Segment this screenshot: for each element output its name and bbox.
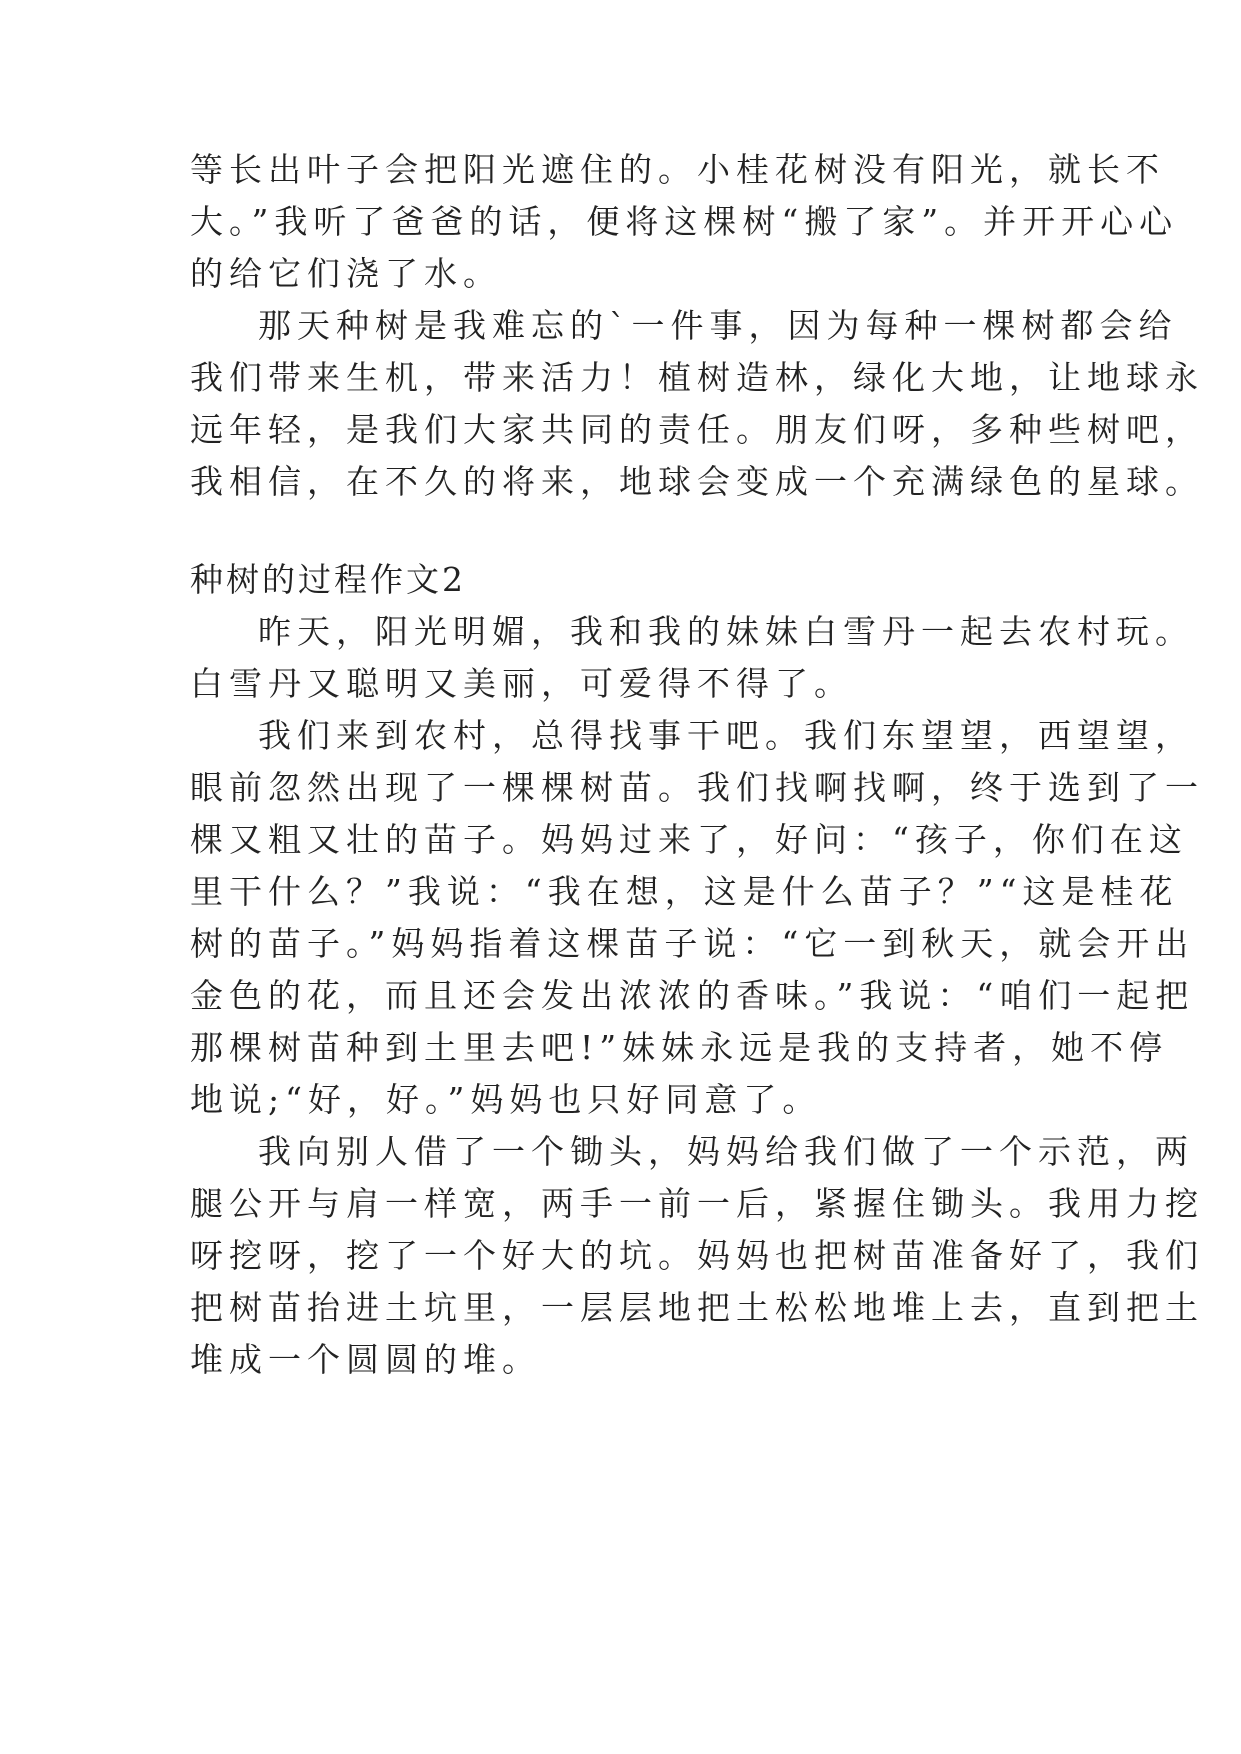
text-line: 那天种树是我难忘的`一件事，因为每种一棵树都会给 — [258, 306, 1178, 345]
text-line: 我向别人借了一个锄头，妈妈给我们做了一个示范，两 — [258, 1132, 1194, 1171]
text-line: 树的苗子。”妈妈指着这棵苗子说：“它一到秋天，就会开出 — [190, 924, 1195, 963]
text-line: 我们来到农村，总得找事干吧。我们东望望，西望望， — [258, 716, 1194, 755]
text-line: 昨天，阳光明媚，我和我的妹妹白雪丹一起去农村玩。 — [258, 612, 1194, 651]
text-line: 棵又粗又壮的苗子。妈妈过来了，好问：“孩子，你们在这 — [190, 820, 1188, 859]
section-heading: 种树的过程作文2 — [190, 560, 466, 599]
text-line: 我们带来生机，带来活力！植树造林，绿化大地，让地球永 — [190, 358, 1204, 397]
text-line: 地说;“好，好。”妈妈也只好同意了。 — [190, 1080, 822, 1119]
text-line: 堆成一个圆圆的堆。 — [190, 1340, 541, 1379]
text-line: 金色的花，而且还会发出浓浓的香味。”我说：“咱们一起把 — [190, 976, 1195, 1015]
text-line: 呀挖呀，挖了一个好大的坑。妈妈也把树苗准备好了，我们 — [190, 1236, 1204, 1275]
text-line: 把树苗抬进土坑里，一层层地把土松松地堆上去，直到把土 — [190, 1288, 1204, 1327]
text-line: 那棵树苗种到土里去吧!”妹妹永远是我的支持者，她不停 — [190, 1028, 1169, 1067]
text-line: 大。”我听了爸爸的话，便将这棵树“搬了家”。并开开心心 — [190, 202, 1179, 241]
text-line: 等长出叶子会把阳光遮住的。小桂花树没有阳光，就长不 — [190, 150, 1165, 189]
text-line: 我相信，在不久的将来，地球会变成一个充满绿色的星球。 — [190, 462, 1204, 501]
text-line: 腿公开与肩一样宽，两手一前一后，紧握住锄头。我用力挖 — [190, 1184, 1204, 1223]
text-line: 眼前忽然出现了一棵棵树苗。我们找啊找啊，终于选到了一 — [190, 768, 1204, 807]
text-line: 白雪丹又聪明又美丽，可爱得不得了。 — [190, 664, 853, 703]
text-line: 里干什么？”我说：“我在想，这是什么苗子？”“这是桂花 — [190, 872, 1179, 911]
text-line: 远年轻，是我们大家共同的责任。朋友们呀，多种些树吧， — [190, 410, 1204, 449]
text-line: 的给它们浇了水。 — [190, 254, 502, 293]
